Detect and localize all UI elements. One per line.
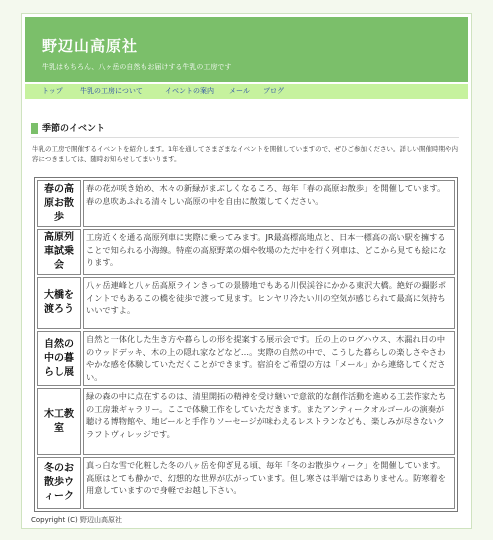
event-description: 自然と一体化した生き方や暮らしの形を提案する展示会です。丘の上のログハウス、木漏れ日の中のウッドデッキ、木の上の隠れ家などなど…。実際の自然の中で、こうした暮らしの楽しさやさわやかな感を体験していただくことができます。宿泊をご希望の方は「メール」から連絡してください。 [83,331,455,386]
heading-divider [31,137,459,138]
event-name: 高原列車試乗会 [37,229,81,275]
event-name: 大橋を渡ろう [37,277,81,329]
site-header [25,17,468,82]
event-row [37,331,455,386]
nav-link-blog[interactable]: ブログ [263,87,284,95]
event-name: 冬のお散歩ウィーク [37,457,81,509]
event-row [37,229,455,275]
intro-text: 牛乳の工房で開催するイベントを紹介します。1年を通してさまざまなイベントを開催していますので、ぜひご参加ください。詳しい開催時期や内容につきましては、随時お知らせしてまいります。 [32,145,458,163]
section-heading-text: 季節のイベント [42,124,106,134]
nav-link-about[interactable]: 牛乳の工房について [80,87,143,95]
section-heading [31,123,105,135]
event-row [37,457,455,509]
copyright-text: Copyright (C) 野辺山高原社 [31,516,123,524]
event-name: 春の高原お散歩 [37,180,81,227]
main-nav [25,84,468,99]
event-description: 八ヶ岳連峰と八ヶ岳高原ラインきっての景勝地でもある川俣渓谷にかかる東沢大橋。絶好の撮影ポイントでもあるこの橋を徒歩で渡って見ます。ヒンヤリ冷たい川の空気が感じられて最高に気持ちいいですよ。 [83,277,455,329]
nav-link-top[interactable]: トップ [42,87,63,95]
events-table [34,177,458,512]
nav-link-mail[interactable]: メール [229,87,250,95]
event-description: 真っ白な雪で化粧した冬の八ヶ岳を仰ぎ見る頃、毎年「冬のお散歩ウィーク」を開催しています。高原はとても静かで、幻想的な世界が広がっています。但し寒さは半端ではありません。防寒着を用意していますので身軽でお越し下さい。 [83,457,455,509]
page-container [21,13,472,529]
event-name: 木工教室 [37,388,81,455]
event-row [37,277,455,329]
event-row [37,180,455,227]
nav-link-events[interactable]: イベントの案内 [165,87,214,95]
site-tagline: 牛乳はもちろん、八ヶ岳の自然もお届けする牛乳の工房です [42,63,232,71]
event-description: 春の花が咲き始め、木々の新緑がまぶしくなるころ、毎年「春の高原お散歩」を開催しています。春の息吹あふれる清々しい高原の中を自由に散策してください。 [83,180,455,227]
heading-marker [31,123,38,134]
event-row [37,388,455,455]
event-description: 緑の森の中に点在するのは、清里開拓の精神を受け継いで意欲的な創作活動を進める工芸作家たちの工房兼ギャラリー。ここで体験工作をしていただきます。またアンティークオルゴールの演奏が聴ける博物館や、地ビールと手作りソーセージが味わえるレストランなども、楽しみが尽きないクラフトヴィレッジです。 [83,388,455,455]
event-name: 自然の中の暮らし展 [37,331,81,386]
site-title: 野辺山高原社 [42,37,139,55]
event-description: 工房近くを通る高原列車に実際に乗ってみます。JR最高標高地点と、日本一標高の高い駅を擁することで知られる小海線。特産の高原野菜の畑や牧場のただ中を行く列車は、どこから見ても絵になります。 [83,229,455,275]
